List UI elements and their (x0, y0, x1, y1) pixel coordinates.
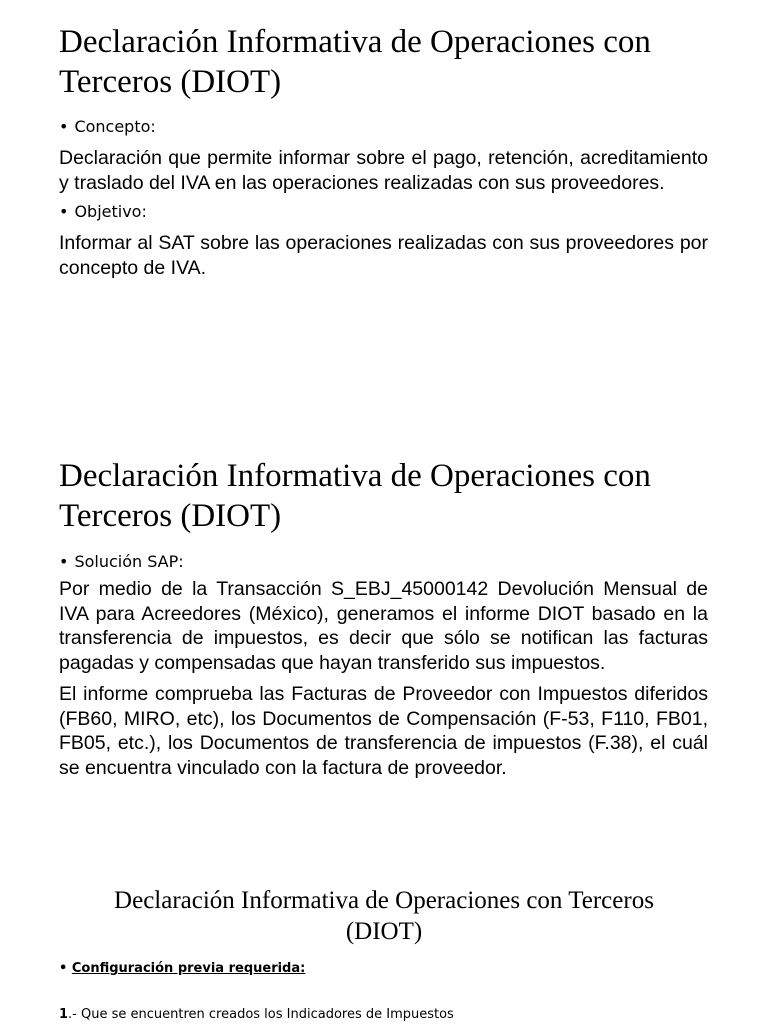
slide-2 (0, 456, 768, 780)
slide-1-title (0, 22, 768, 102)
slide-3-title (0, 885, 768, 947)
solution-text-1: Por medio de la Transacción S_EBJ_45000142 Devolución Mensual de IVA para Acreedores (México), generamos el informe DIOT basado en la transferencia de impuestos, es decir que sólo se notifican las facturas pagadas y compensadas que hayan transferido sus impuestos. (59, 578, 708, 674)
slide-2-title-line1: Declaración Informativa de Operaciones con (59, 458, 651, 494)
solution-text-2: El informe comprueba las Facturas de Proveedor con Impuestos diferidos (FB60, MIRO, etc), los Documentos de Compensación (F-53, F110, FB01, FB05, etc.), los Documentos de transferencia de impuestos (F.38), el cuál se encuentra vinculado con la factura de proveedor. (59, 683, 708, 779)
config-label-text: Configuración previa requerida: (71, 961, 306, 976)
slide-2-title (0, 456, 768, 536)
slide-3-title-line2: (DIOT) (345, 918, 423, 945)
slide-1 (0, 22, 768, 280)
slide-2-title-line2: Terceros (DIOT) (59, 498, 282, 534)
step-1-text: .- Que se encuentren creados los Indicadores de Impuestos (68, 1007, 454, 1022)
step-1-number: 1 (59, 1007, 69, 1022)
solution-label: • Solución SAP: (0, 552, 768, 572)
objective-text: Informar al SAT sobre las operaciones realizadas con sus proveedores por concepto de IVA. (59, 232, 708, 279)
slide-3-title-line1: Declaración Informativa de Operaciones con Terceros (114, 887, 654, 914)
slide-1-title-line1: Declaración Informativa de Operaciones con (59, 24, 651, 60)
concept-text: Declaración que permite informar sobre el pago, retención, acreditamiento y traslado del IVA en las operaciones realizadas con sus proveedores. (59, 147, 708, 194)
objective-label: • Objetivo: (0, 202, 768, 222)
step-1 (0, 1007, 768, 1023)
config-label: • Configuración previa requerida: (59, 961, 306, 976)
concept-label: • Concepto: (0, 117, 768, 137)
slide-3 (0, 885, 768, 1023)
slide-1-title-line2: Terceros (DIOT) (59, 64, 282, 100)
